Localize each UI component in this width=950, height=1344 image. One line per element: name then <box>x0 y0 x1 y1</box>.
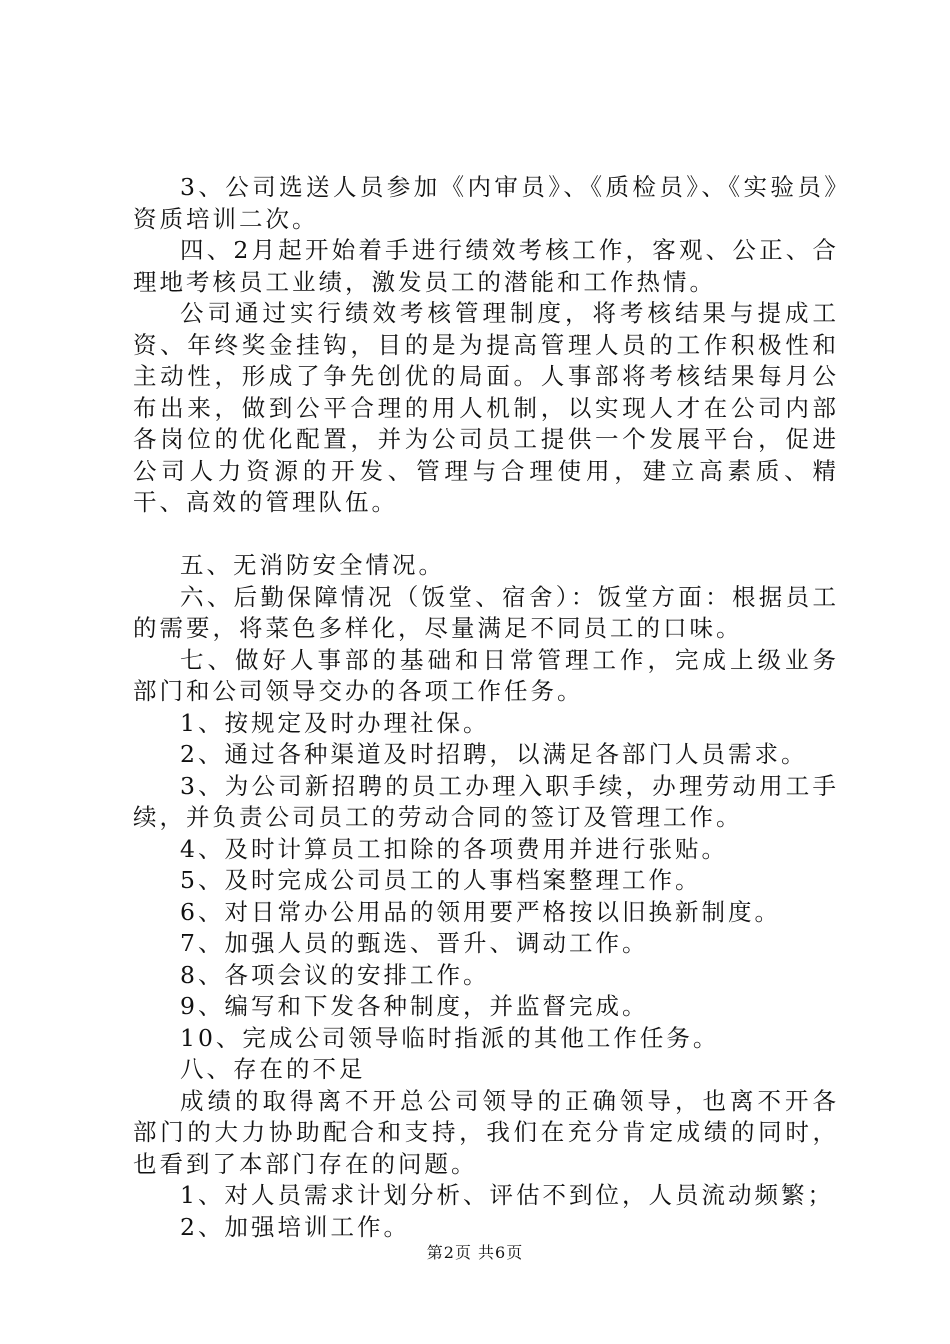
paragraph: 七、做好人事部的基础和日常管理工作，完成上级业务部门和公司领导交办的各项工作任务。 <box>133 645 839 705</box>
paragraph: 7、加强人员的甄选、晋升、调动工作。 <box>180 929 649 957</box>
paragraph: 六、后勤保障情况（饭堂、宿舍）：饭堂方面：根据员工的需要，将菜色多样化，尽量满足不同员工的口味。 <box>133 582 839 642</box>
paragraph: 3、公司选送人员参加《内审员》、《质检员》、《实验员》资质培训二次。 <box>133 173 839 233</box>
paragraph: 8、各项会议的安排工作。 <box>180 960 490 989</box>
paragraph: 2、加强培训工作。 <box>180 1212 410 1241</box>
paragraph: 9、编写和下发各种制度，并监督完成。 <box>180 992 649 1020</box>
paragraph: 五、无消防安全情况。 <box>180 551 445 579</box>
paragraph: 3、为公司新招聘的员工办理入职手续，办理劳动用工手续，并负责公司员工的劳动合同的签订及管理工作。 <box>133 771 839 831</box>
paragraph: 4、及时计算员工扣除的各项费用并进行张贴。 <box>180 834 728 863</box>
paragraph: 公司通过实行绩效考核管理制度，将考核结果与提成工资、年终奖金挂钩，目的是为提高管理人员的工作积极性和主动性，形成了争先创优的局面。人事部将考核结果每月公布出来，做到公平合理的用人机制，以实现人才在公司内部各岗位的优化配置，并为公司员工提供一个发展平台，促进公司人力资源的开发、管理与合理使用，建立高素质、精干、高效的管理队伍。 <box>133 299 839 516</box>
document-body <box>133 172 839 1243</box>
paragraph: 四、2月起开始着手进行绩效考核工作，客观、公正、合理地考核员工业绩，激发员工的潜能和工作热情。 <box>133 236 839 296</box>
section-heading: 八、存在的不足 <box>180 1055 366 1083</box>
paragraph: 1、对人员需求计划分析、评估不到位，人员流动频繁； <box>180 1181 834 1209</box>
paragraph: 6、对日常办公用品的领用要严格按以旧换新制度。 <box>180 897 781 926</box>
paragraph: 1、按规定及时办理社保。 <box>180 708 490 737</box>
page-number-footer: 第2页 共6页 <box>426 1243 524 1262</box>
paragraph: 成绩的取得离不开总公司领导的正确领导，也离不开各部门的大力协助配合和支持，我们在充分肯定成绩的同时，也看到了本部门存在的问题。 <box>133 1086 839 1178</box>
paragraph: 2、通过各种渠道及时招聘，以满足各部门人员需求。 <box>180 740 808 768</box>
paragraph-spacer <box>133 519 839 551</box>
paragraph: 5、及时完成公司员工的人事档案整理工作。 <box>180 866 702 894</box>
paragraph: 10、完成公司领导临时指派的其他工作任务。 <box>180 1023 720 1052</box>
